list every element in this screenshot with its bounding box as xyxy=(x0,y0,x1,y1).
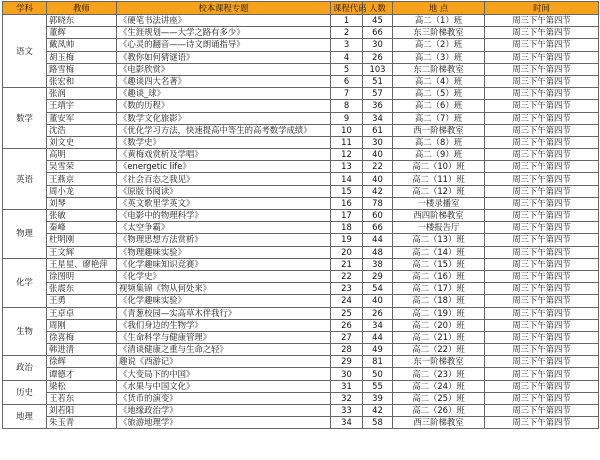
table-row xyxy=(3,27,599,39)
count-cell: 40 xyxy=(363,295,393,307)
place-cell: 高二（26）班 xyxy=(393,405,485,417)
topic-cell: 《energetic life》 xyxy=(117,161,331,173)
teacher-cell: 王卓卓 xyxy=(47,307,117,319)
topic-cell: 《化学趣味知识竞赛》 xyxy=(117,258,331,270)
table-body xyxy=(3,15,599,429)
table-row xyxy=(3,295,599,307)
topic-cell: 《社会百态之我见》 xyxy=(117,173,331,185)
table-row xyxy=(3,270,599,282)
teacher-cell: 吴雪荣 xyxy=(47,161,117,173)
teacher-cell: 胡玉梅 xyxy=(47,51,117,63)
count-cell: 103 xyxy=(363,63,393,75)
time-cell: 周三下午第四节 xyxy=(485,283,599,295)
topic-cell: 《太空争霸》 xyxy=(117,222,331,234)
table-row xyxy=(3,368,599,380)
code-cell: 12 xyxy=(331,149,363,161)
teacher-cell: 刘琴 xyxy=(47,197,117,209)
teacher-cell: 张敏 xyxy=(47,210,117,222)
code-cell: 1 xyxy=(331,15,363,27)
topic-cell: 《货币的演变》 xyxy=(117,392,331,404)
table-row xyxy=(3,149,599,161)
table-row xyxy=(3,222,599,234)
code-cell: 31 xyxy=(331,380,363,392)
code-cell: 3 xyxy=(331,39,363,51)
code-cell: 18 xyxy=(331,222,363,234)
count-cell: 42 xyxy=(363,185,393,197)
teacher-cell: 周刚 xyxy=(47,319,117,331)
count-cell: 54 xyxy=(363,283,393,295)
table-row xyxy=(3,246,599,258)
count-cell: 30 xyxy=(363,39,393,51)
place-cell: 高二（12）班 xyxy=(393,185,485,197)
table-row xyxy=(3,258,599,270)
table-row xyxy=(3,210,599,222)
topic-cell: 《地缘政治学》 xyxy=(117,405,331,417)
teacher-cell: 张震东 xyxy=(47,283,117,295)
time-cell: 周三下午第四节 xyxy=(485,270,599,282)
table-row xyxy=(3,283,599,295)
code-cell: 14 xyxy=(331,173,363,185)
teacher-cell: 朱玉青 xyxy=(47,417,117,429)
topic-cell: 《电影欣赏》 xyxy=(117,63,331,75)
topic-cell: 《青葱校园—实高草木伴我行》 xyxy=(117,307,331,319)
teacher-cell: 王勇 xyxy=(47,295,117,307)
place-cell: 高二（5）班 xyxy=(393,88,485,100)
teacher-cell: 董辉 xyxy=(47,27,117,39)
table-row xyxy=(3,417,599,429)
topic-cell: 《生命科学与健康管理》 xyxy=(117,331,331,343)
topic-cell: 趣说《西游记》 xyxy=(117,356,331,368)
code-cell: 30 xyxy=(331,368,363,380)
code-cell: 20 xyxy=(331,246,363,258)
header-subject: 学科 xyxy=(3,2,47,15)
topic-cell: 视频集锦《物从何处来》 xyxy=(117,283,331,295)
topic-cell: 《我们身边的生物学》 xyxy=(117,319,331,331)
topic-cell: 《物理思想方法赏析》 xyxy=(117,234,331,246)
code-cell: 4 xyxy=(331,51,363,63)
table-row xyxy=(3,63,599,75)
time-cell: 周三下午第四节 xyxy=(485,234,599,246)
topic-cell: 《英文歌里学英文》 xyxy=(117,197,331,209)
count-cell: 26 xyxy=(363,51,393,63)
time-cell: 周三下午第四节 xyxy=(485,15,599,27)
code-cell: 19 xyxy=(331,234,363,246)
table-row xyxy=(3,136,599,148)
time-cell: 周三下午第四节 xyxy=(485,380,599,392)
table-row xyxy=(3,124,599,136)
code-cell: 2 xyxy=(331,27,363,39)
time-cell: 周三下午第四节 xyxy=(485,51,599,63)
place-cell: 高二（22）班 xyxy=(393,344,485,356)
teacher-cell: 张润 xyxy=(47,88,117,100)
topic-cell: 《趣谈四大名著》 xyxy=(117,75,331,87)
count-cell: 30 xyxy=(363,136,393,148)
table-row xyxy=(3,344,599,356)
count-cell: 66 xyxy=(363,27,393,39)
place-cell: 高二（3）班 xyxy=(393,51,485,63)
time-cell: 周三下午第四节 xyxy=(485,368,599,380)
teacher-cell: 路雪梅 xyxy=(47,63,117,75)
code-cell: 6 xyxy=(331,75,363,87)
code-cell: 27 xyxy=(331,331,363,343)
place-cell: 西一阶梯教室 xyxy=(393,124,485,136)
header-code: 课程代码 xyxy=(331,2,363,15)
count-cell: 34 xyxy=(363,112,393,124)
time-cell: 周三下午第四节 xyxy=(485,258,599,270)
time-cell: 周三下午第四节 xyxy=(485,173,599,185)
time-cell: 周三下午第四节 xyxy=(485,392,599,404)
teacher-cell: 梁松 xyxy=(47,380,117,392)
count-cell: 26 xyxy=(363,307,393,319)
code-cell: 26 xyxy=(331,319,363,331)
place-cell: 高二（4）班 xyxy=(393,75,485,87)
teacher-cell: 郭晓东 xyxy=(47,15,117,27)
table-row xyxy=(3,319,599,331)
table-row xyxy=(3,161,599,173)
table-row xyxy=(3,380,599,392)
count-cell: 55 xyxy=(363,380,393,392)
code-cell: 32 xyxy=(331,392,363,404)
place-cell: 高二（16）班 xyxy=(393,270,485,282)
course-schedule-table xyxy=(2,1,599,429)
place-cell: 西四阶梯教室 xyxy=(393,210,485,222)
table-row xyxy=(3,405,599,417)
header-count: 人数 xyxy=(363,2,393,15)
teacher-cell: 王星星、廖艳萍 xyxy=(47,258,117,270)
teacher-cell: 董安军 xyxy=(47,112,117,124)
teacher-cell: 高明 xyxy=(47,149,117,161)
count-cell: 49 xyxy=(363,344,393,356)
code-cell: 13 xyxy=(331,161,363,173)
topic-cell: 《化学史》 xyxy=(117,270,331,282)
count-cell: 39 xyxy=(363,392,393,404)
table-row xyxy=(3,392,599,404)
place-cell: 高二（1）班 xyxy=(393,15,485,27)
place-cell: 高二（13）班 xyxy=(393,234,485,246)
subject-cell: 地理 xyxy=(3,405,47,429)
code-cell: 7 xyxy=(331,88,363,100)
count-cell: 34 xyxy=(363,319,393,331)
time-cell: 周三下午第四节 xyxy=(485,149,599,161)
time-cell: 周三下午第四节 xyxy=(485,356,599,368)
code-cell: 23 xyxy=(331,283,363,295)
code-cell: 24 xyxy=(331,295,363,307)
topic-cell: 《趣谈_球》 xyxy=(117,88,331,100)
table-row xyxy=(3,173,599,185)
place-cell: 高二（11）班 xyxy=(393,173,485,185)
count-cell: 38 xyxy=(363,258,393,270)
time-cell: 周三下午第四节 xyxy=(485,197,599,209)
time-cell: 周三下午第四节 xyxy=(485,319,599,331)
subject-cell: 历史 xyxy=(3,380,47,404)
table-row xyxy=(3,100,599,112)
table-row xyxy=(3,15,599,27)
teacher-cell: 王靖宇 xyxy=(47,100,117,112)
time-cell: 周三下午第四节 xyxy=(485,344,599,356)
count-cell: 81 xyxy=(363,356,393,368)
subject-cell: 数学 xyxy=(3,88,47,149)
count-cell: 36 xyxy=(363,100,393,112)
code-cell: 22 xyxy=(331,270,363,282)
code-cell: 33 xyxy=(331,405,363,417)
time-cell: 周三下午第四节 xyxy=(485,405,599,417)
place-cell: 高二（6）班 xyxy=(393,100,485,112)
table-row xyxy=(3,112,599,124)
time-cell: 周三下午第四节 xyxy=(485,112,599,124)
topic-cell: 《化学趣味实验》 xyxy=(117,295,331,307)
code-cell: 29 xyxy=(331,356,363,368)
place-cell: 高二（20）班 xyxy=(393,319,485,331)
code-cell: 10 xyxy=(331,124,363,136)
header-row xyxy=(3,2,599,15)
count-cell: 42 xyxy=(363,405,393,417)
place-cell: 一楼录播室 xyxy=(393,197,485,209)
time-cell: 周三下午第四节 xyxy=(485,307,599,319)
topic-cell: 《物理趣味实验》 xyxy=(117,246,331,258)
time-cell: 周三下午第四节 xyxy=(485,222,599,234)
teacher-cell: 周小龙 xyxy=(47,185,117,197)
table-row xyxy=(3,197,599,209)
count-cell: 50 xyxy=(363,368,393,380)
topic-cell: 《教你如何猜谜语》 xyxy=(117,51,331,63)
code-cell: 34 xyxy=(331,417,363,429)
time-cell: 周三下午第四节 xyxy=(485,161,599,173)
teacher-cell: 张宏和 xyxy=(47,75,117,87)
subject-cell: 语文 xyxy=(3,15,47,88)
time-cell: 周三下午第四节 xyxy=(485,124,599,136)
place-cell: 高二（21）班 xyxy=(393,331,485,343)
place-cell: 高二（17）班 xyxy=(393,283,485,295)
time-cell: 周三下午第四节 xyxy=(485,75,599,87)
place-cell: 东一阶梯教室 xyxy=(393,356,485,368)
teacher-cell: 韩进清 xyxy=(47,344,117,356)
code-cell: 16 xyxy=(331,197,363,209)
place-cell: 高二（23）班 xyxy=(393,368,485,380)
count-cell: 45 xyxy=(363,15,393,27)
count-cell: 29 xyxy=(363,270,393,282)
teacher-cell: 王燕京 xyxy=(47,173,117,185)
header-teacher: 教师 xyxy=(47,2,117,15)
table-row xyxy=(3,356,599,368)
topic-cell: 《数学史》 xyxy=(117,136,331,148)
count-cell: 40 xyxy=(363,173,393,185)
topic-cell: 《心灵的翻音——诗文朗诵指导》 xyxy=(117,39,331,51)
time-cell: 周三下午第四节 xyxy=(485,417,599,429)
subject-cell: 英语 xyxy=(3,149,47,210)
count-cell: 44 xyxy=(363,331,393,343)
code-cell: 8 xyxy=(331,100,363,112)
topic-cell: 《数的历程》 xyxy=(117,100,331,112)
place-cell: 高二（25）班 xyxy=(393,392,485,404)
place-cell: 高二（14）班 xyxy=(393,246,485,258)
code-cell: 9 xyxy=(331,112,363,124)
place-cell: 高二（24）班 xyxy=(393,380,485,392)
place-cell: 东三阶梯教室 xyxy=(393,27,485,39)
time-cell: 周三下午第四节 xyxy=(485,39,599,51)
count-cell: 58 xyxy=(363,417,393,429)
table-row xyxy=(3,234,599,246)
header-time: 时间 xyxy=(485,2,599,15)
topic-cell: 《优化学习方法，快速提高中等生的高考数学成绩》 xyxy=(117,124,331,136)
topic-cell: 《旅游地理学》 xyxy=(117,417,331,429)
place-cell: 东二阶梯教室 xyxy=(393,63,485,75)
teacher-cell: 徐喜梅 xyxy=(47,331,117,343)
teacher-cell: 杜明刚 xyxy=(47,234,117,246)
code-cell: 21 xyxy=(331,258,363,270)
subject-cell: 政治 xyxy=(3,356,47,380)
place-cell: 高二（10）班 xyxy=(393,161,485,173)
topic-cell: 《清谈健康之重与生命之轻》 xyxy=(117,344,331,356)
topic-cell: 《硬笔书法讲座》 xyxy=(117,15,331,27)
table-row xyxy=(3,331,599,343)
header-topic: 校本课程专题 xyxy=(117,2,331,15)
subject-cell: 生物 xyxy=(3,307,47,356)
table-row xyxy=(3,51,599,63)
teacher-cell: 王文辉 xyxy=(47,246,117,258)
place-cell: 高二（18）班 xyxy=(393,295,485,307)
time-cell: 周三下午第四节 xyxy=(485,295,599,307)
time-cell: 周三下午第四节 xyxy=(485,185,599,197)
count-cell: 22 xyxy=(363,161,393,173)
place-cell: 一楼报告厅 xyxy=(393,222,485,234)
count-cell: 61 xyxy=(363,124,393,136)
teacher-cell: 刘若阳 xyxy=(47,405,117,417)
table-row xyxy=(3,307,599,319)
topic-cell: 《生涯规划——大学之路有多少》 xyxy=(117,27,331,39)
subject-cell: 化学 xyxy=(3,258,47,307)
count-cell: 57 xyxy=(363,88,393,100)
time-cell: 周三下午第四节 xyxy=(485,88,599,100)
header-place: 地 点 xyxy=(393,2,485,15)
teacher-cell: 秦峰 xyxy=(47,222,117,234)
code-cell: 11 xyxy=(331,136,363,148)
topic-cell: 《数学文化旅影》 xyxy=(117,112,331,124)
place-cell: 高二（8）班 xyxy=(393,136,485,148)
topic-cell: 《水果与中国文化》 xyxy=(117,380,331,392)
count-cell: 48 xyxy=(363,246,393,258)
time-cell: 周三下午第四节 xyxy=(485,63,599,75)
place-cell: 高二（2）班 xyxy=(393,39,485,51)
place-cell: 高二（15）班 xyxy=(393,258,485,270)
topic-cell: 《黄梅戏赏析及学唱》 xyxy=(117,149,331,161)
teacher-cell: 刘文史 xyxy=(47,136,117,148)
teacher-cell: 徐辉 xyxy=(47,356,117,368)
time-cell: 周三下午第四节 xyxy=(485,331,599,343)
code-cell: 25 xyxy=(331,307,363,319)
code-cell: 5 xyxy=(331,63,363,75)
time-cell: 周三下午第四节 xyxy=(485,136,599,148)
table-row xyxy=(3,39,599,51)
time-cell: 周三下午第四节 xyxy=(485,246,599,258)
time-cell: 周三下午第四节 xyxy=(485,100,599,112)
place-cell: 高二（9）班 xyxy=(393,149,485,161)
place-cell: 高二（19）班 xyxy=(393,307,485,319)
teacher-cell: 王若东 xyxy=(47,392,117,404)
code-cell: 17 xyxy=(331,210,363,222)
teacher-cell: 沈浩 xyxy=(47,124,117,136)
table-row xyxy=(3,75,599,87)
place-cell: 西三阶梯教室 xyxy=(393,417,485,429)
teacher-cell: 谭德才 xyxy=(47,368,117,380)
time-cell: 周三下午第四节 xyxy=(485,210,599,222)
topic-cell: 《原版书阅读》 xyxy=(117,185,331,197)
code-cell: 15 xyxy=(331,185,363,197)
table-row xyxy=(3,185,599,197)
teacher-cell: 戴凤帅 xyxy=(47,39,117,51)
code-cell: 28 xyxy=(331,344,363,356)
topic-cell: 《电影中的物理科学》 xyxy=(117,210,331,222)
time-cell: 周三下午第四节 xyxy=(485,27,599,39)
count-cell: 51 xyxy=(363,75,393,87)
count-cell: 40 xyxy=(363,149,393,161)
count-cell: 78 xyxy=(363,197,393,209)
subject-cell: 物理 xyxy=(3,210,47,259)
teacher-cell: 徐图明 xyxy=(47,270,117,282)
place-cell: 高二（7）班 xyxy=(393,112,485,124)
count-cell: 44 xyxy=(363,234,393,246)
topic-cell: 《大变局下的中国》 xyxy=(117,368,331,380)
count-cell: 66 xyxy=(363,222,393,234)
count-cell: 60 xyxy=(363,210,393,222)
table-row xyxy=(3,88,599,100)
